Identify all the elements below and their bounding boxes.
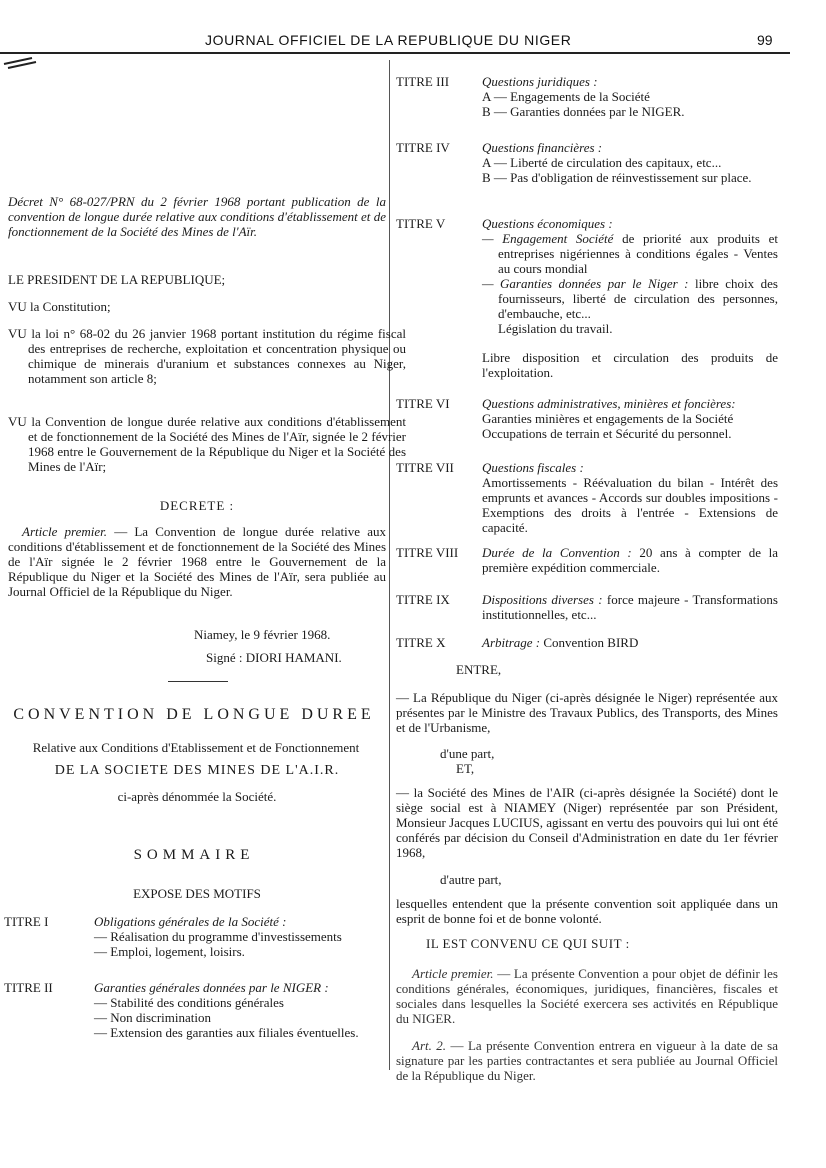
column-divider xyxy=(389,60,390,1070)
titre-1-label: TITRE I xyxy=(4,914,49,929)
titre-8-label: TITRE VIII xyxy=(396,545,459,560)
article-2-text: — La présente Convention entrera en vigueur à la date de sa signature par les parties contractantes et sera publiée au Journal Officiel de la République du Niger. xyxy=(396,1038,778,1083)
titre-9-label: TITRE IX xyxy=(396,592,450,607)
relative-line: Relative aux Conditions d'Etablissement et de Fonctionnement xyxy=(32,740,360,755)
titre-2-item: — Non discrimination xyxy=(94,1010,211,1025)
titre-3-heading: Questions juridiques : xyxy=(482,74,598,89)
convenu-heading: IL EST CONVENU CE QUI SUIT : xyxy=(426,936,630,951)
titre-3-item: B — Garanties données par le NIGER. xyxy=(482,104,685,119)
titre-3-item: A — Engagements de la Société xyxy=(482,89,650,104)
president-line: LE PRESIDENT DE LA REPUBLIQUE; xyxy=(8,272,226,287)
article-premier-label: Article premier. xyxy=(22,524,108,539)
titre-5-item-label: — Garanties données par le Niger : xyxy=(482,276,689,291)
separator-rule xyxy=(168,681,228,682)
header-rule xyxy=(0,52,790,54)
titre-6-line: Occupations de terrain et Sécurité du personnel. xyxy=(482,426,732,441)
titre-5-item-text: de priorité aux produits et entreprises nigériennes à conditions égales - Ventes au cours mondial xyxy=(498,231,778,276)
titre-6-line: Garanties minières et engagements de la Société xyxy=(482,411,734,426)
decrete-heading: DECRETE : xyxy=(159,498,235,513)
article-2 xyxy=(396,1038,778,1084)
page-header xyxy=(0,26,826,56)
societe-line: DE LA SOCIETE DES MINES DE L'A.I.R. xyxy=(54,763,340,778)
titre-8-heading: Durée de la Convention : xyxy=(482,545,632,560)
place-date: Niamey, le 9 février 1968. xyxy=(194,627,331,642)
titre-1-item: — Réalisation du programme d'investissements xyxy=(94,929,342,944)
article-2-label: Art. 2. xyxy=(412,1038,447,1053)
titre-5-item: Législation du travail. xyxy=(498,321,613,336)
titre-5-item-label: — Engagement Société xyxy=(482,231,614,246)
titre-2-heading: Garanties générales données par le NIGER : xyxy=(94,980,329,995)
titre-5-item-text: libre choix des fournisseurs, liberté de circulation des personnes, d'embauche, etc... xyxy=(498,276,778,321)
titre-2-item: — Extension des garanties aux filiales éventuelles. xyxy=(94,1025,359,1040)
titre-2-label: TITRE II xyxy=(4,980,53,995)
titre-5-label: TITRE V xyxy=(396,216,446,231)
signature: Signé : DIORI HAMANI. xyxy=(206,650,342,665)
article-1 xyxy=(396,966,778,1026)
titre-7-heading: Questions fiscales : xyxy=(482,460,584,475)
titre-4-heading: Questions financières : xyxy=(482,140,603,155)
titre-5-item xyxy=(482,276,778,321)
titre-6-label: TITRE VI xyxy=(396,396,450,411)
expose-motifs: EXPOSE DES MOTIFS xyxy=(133,886,261,901)
libre-disposition: Libre disposition et circulation des produits de l'exploitation. xyxy=(482,350,778,380)
titre-7-label: TITRE VII xyxy=(396,460,454,475)
corner-scribble-icon xyxy=(2,54,42,70)
article-1-label: Article premier. xyxy=(412,966,494,981)
convention-title: CONVENTION DE LONGUE DUREE xyxy=(13,706,375,723)
titre-8-text: 20 ans à compter de la première expédition commerciale. xyxy=(482,545,779,575)
entre-heading: ENTRE, xyxy=(456,662,502,677)
titre-6-heading: Questions administratives, minières et foncières: xyxy=(482,396,736,411)
titre-1-item: — Emploi, logement, loisirs. xyxy=(94,944,245,959)
titre-10-heading: Arbitrage : xyxy=(482,635,541,650)
vu-loi: VU la loi n° 68-02 du 26 janvier 1968 portant institution du régime fiscal des entreprises de recherche, exploitation et concentration physique ou chimique de minerais d'uranium et substances connexes au Niger, notamment son article 8; xyxy=(8,326,406,386)
vu-convention: VU la Convention de longue durée relative aux conditions d'établissement et de fonctionnement de la Société des Mines de l'Aïr, signée le 2 février 1968 entre le Gouvernement de la République du Niger et la Société des Mines de l'Aïr; xyxy=(8,414,406,474)
titre-2-item: — Stabilité des conditions générales xyxy=(94,995,284,1010)
titre-4-item: B — Pas d'obligation de réinvestissement sur place. xyxy=(482,170,752,185)
titre-9-heading: Dispositions diverses : xyxy=(482,592,603,607)
vu-constitution: VU la Constitution; xyxy=(8,299,111,314)
titre-5-item xyxy=(482,231,778,276)
denommee-line: ci-après dénommée la Société. xyxy=(117,789,277,804)
titre-9-text: force majeure - Transformations institutionnelles, etc... xyxy=(482,592,778,622)
titre-4-item: A — Liberté de circulation des capitaux, etc... xyxy=(482,155,722,170)
article-premier-text: — La Convention de longue durée relative aux conditions d'établissement et de fonctionnement de la Société des Mines de l'Aïr signée le 2 février 1968 entre le Gouvernement de la République du Niger et la Société des Mines de l'Aïr, sera publiée au Journal Officiel de la République du Niger. xyxy=(8,524,386,599)
dune-part: d'une part, xyxy=(440,746,495,761)
titre-10-body xyxy=(482,635,778,650)
journal-title: JOURNAL OFFICIEL DE LA REPUBLIQUE DU NIGER xyxy=(205,32,572,48)
titre-1-heading: Obligations générales de la Société : xyxy=(94,914,287,929)
titre-7-text: Amortissements - Réévaluation du bilan - Intérêt des emprunts et avances - Accords sur doubles impositions - Exemptions des droits à l'entrée - Extensions de capacité. xyxy=(482,475,778,535)
article-1-text: — La présente Convention a pour objet de définir les conditions générales, économiques, juridiques, financières, fiscales et sociales dans lesquelles la Société exercera ses activités en République du NIGER. xyxy=(396,966,778,1026)
sommaire-heading: SOMMAIRE xyxy=(133,847,255,863)
titre-10-label: TITRE X xyxy=(396,635,446,650)
page-number: 99 xyxy=(757,32,773,48)
party-societe: — la Société des Mines de l'AIR (ci-après désignée la Société) dont le siège social est à NIAMEY (Niger) représentée par son Président, Monsieur Jacques LUCIUS, agissant en vertu des pouvoirs qui lui ont été conférés par décision du Conseil d'Administration en date du 1er février 1968, xyxy=(396,785,778,860)
dautre-part: d'autre part, xyxy=(440,872,502,887)
titre-5-heading: Questions économiques : xyxy=(482,216,613,231)
titre-8-body xyxy=(482,545,778,575)
decree-heading: Décret N° 68-027/PRN du 2 février 1968 portant publication de la convention de longue durée relative aux conditions d'établissement et de fonctionnement de la Société des Mines de l'Aïr. xyxy=(8,194,386,239)
titre-3-label: TITRE III xyxy=(396,74,450,89)
et-heading: ET, xyxy=(456,761,475,776)
titre-10-text: Convention BIRD xyxy=(540,635,639,650)
lesquelles-text: lesquelles entendent que la présente convention soit appliquée dans un esprit de bonne foi et de bonne volonté. xyxy=(396,896,778,926)
article-premier xyxy=(8,524,386,599)
party-niger: — La République du Niger (ci-après désignée le Niger) représentée aux présentes par le Ministre des Travaux Publics, des Transports, des Mines et de l'Urbanisme, xyxy=(396,690,778,735)
titre-9-body xyxy=(482,592,778,622)
titre-4-label: TITRE IV xyxy=(396,140,450,155)
